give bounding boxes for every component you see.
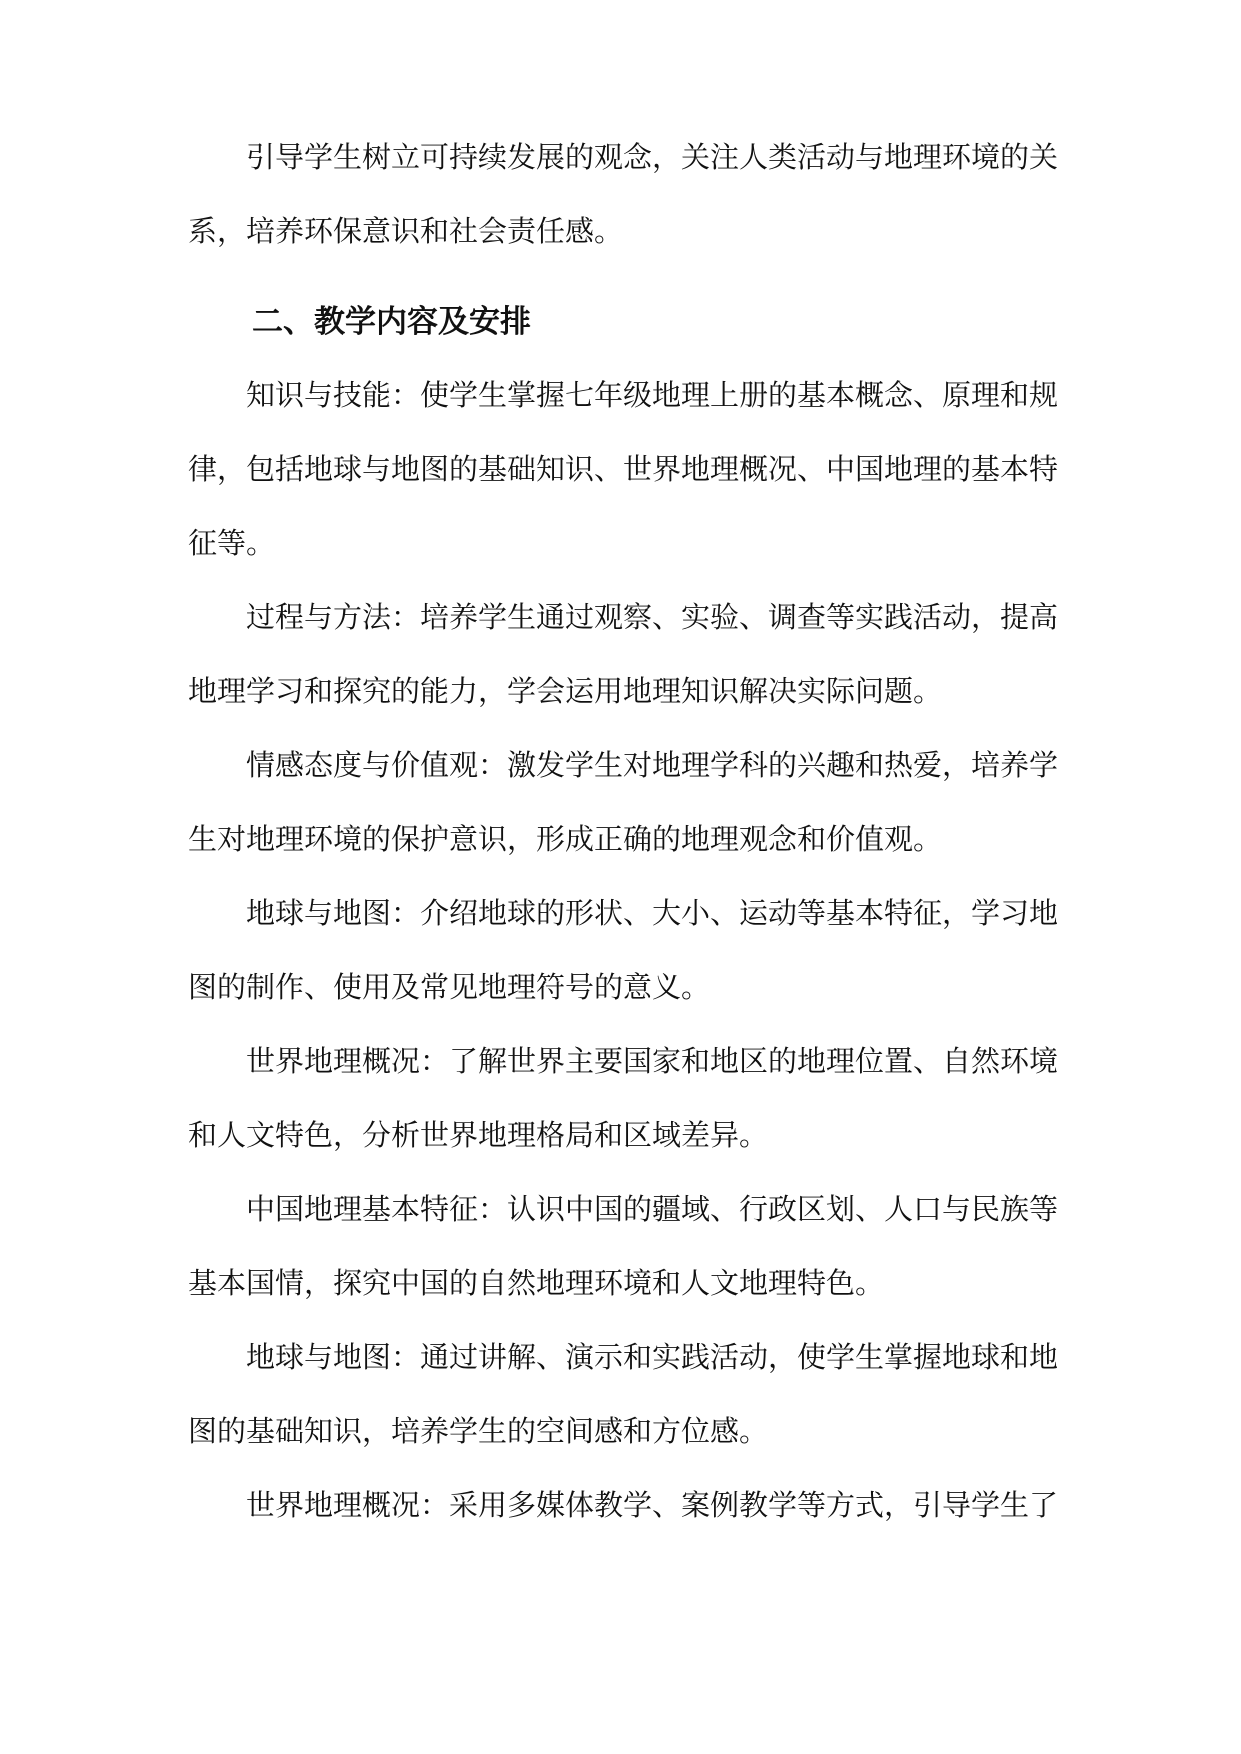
- paragraph-process-method: 过程与方法：培养学生通过观察、实验、调查等实践活动，提高地理学习和探究的能力，学会运用地理知识解决实际问题。: [188, 600, 1059, 708]
- paragraph-attitude-values: 情感态度与价值观：激发学生对地理学科的兴趣和热爱，培养学生对地理环境的保护意识，形成正确的地理观念和价值观。: [188, 748, 1059, 856]
- section-heading: 二、教学内容及安排: [252, 304, 531, 340]
- paragraph-knowledge-skills: 知识与技能：使学生掌握七年级地理上册的基本概念、原理和规律，包括地球与地图的基础知识、世界地理概况、中国地理的基本特征等。: [188, 378, 1059, 560]
- paragraph-world-geography-teaching: 世界地理概况：采用多媒体教学、案例教学等方式，引导学生了: [246, 1488, 1059, 1522]
- paragraph-earth-map: 地球与地图：介绍地球的形状、大小、运动等基本特征，学习地图的制作、使用及常见地理符号的意义。: [188, 896, 1059, 1004]
- paragraph-world-geography: 世界地理概况：了解世界主要国家和地区的地理位置、自然环境和人文特色，分析世界地理格局和区域差异。: [188, 1044, 1059, 1152]
- paragraph-china-geography: 中国地理基本特征：认识中国的疆域、行政区划、人口与民族等基本国情，探究中国的自然地理环境和人文地理特色。: [188, 1192, 1059, 1300]
- body-block: [188, 358, 1058, 1542]
- paragraph-earth-map-teaching: 地球与地图：通过讲解、演示和实践活动，使学生掌握地球和地图的基础知识，培养学生的空间感和方位感。: [188, 1340, 1059, 1448]
- section-heading-block: [188, 284, 1058, 360]
- intro-block: [188, 120, 1058, 268]
- paragraph-sustainability: 引导学生树立可持续发展的观念，关注人类活动与地理环境的关系，培养环保意识和社会责任感。: [188, 140, 1059, 248]
